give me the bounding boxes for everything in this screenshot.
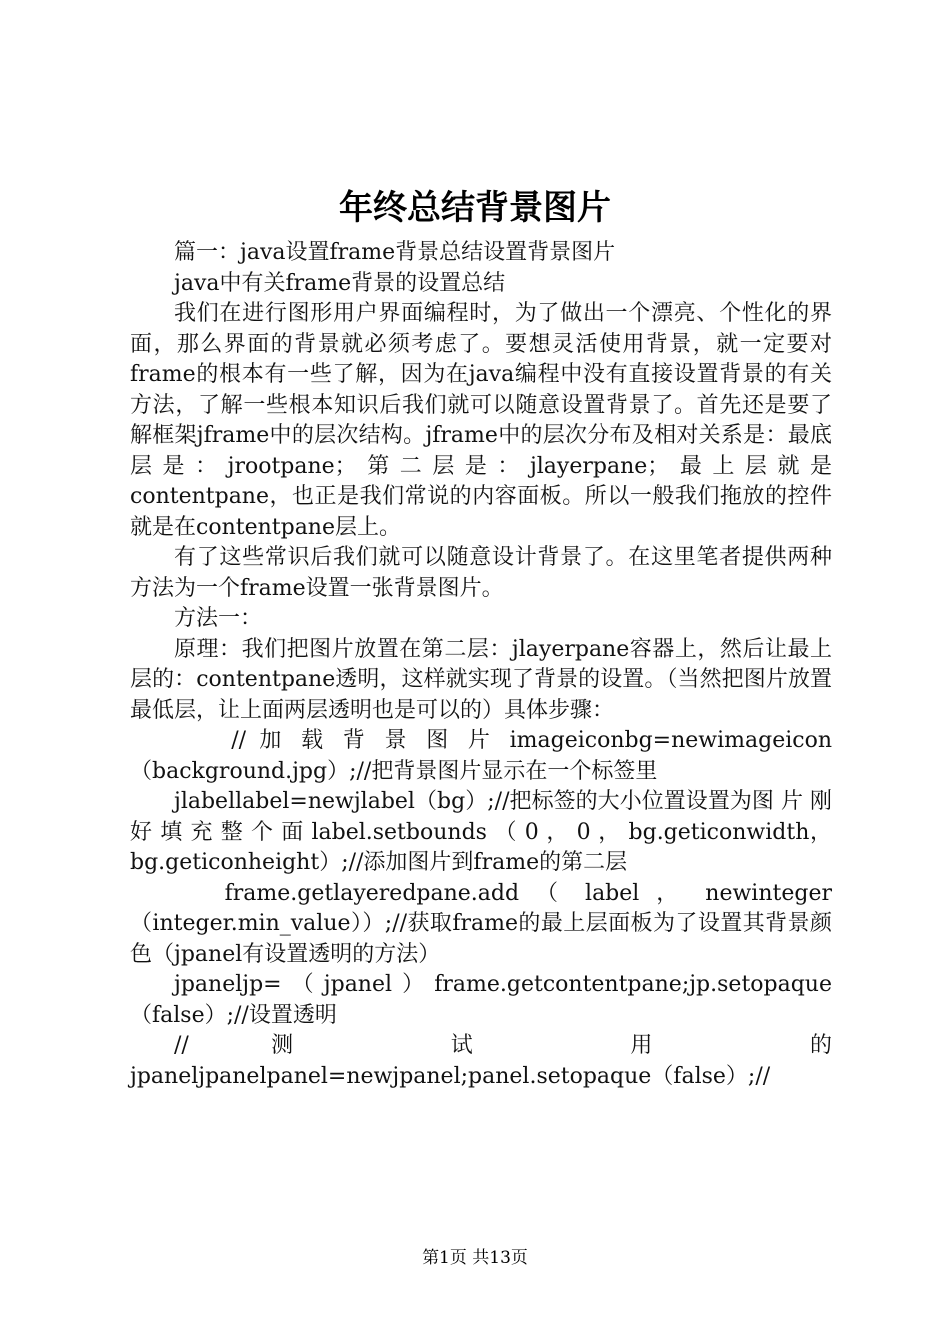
paragraph: java中有关frame背景的设置总结 — [174, 270, 506, 296]
code-paragraph: jlabellabel=newjlabel（bg）;//把标签的大小位置设置为图 片 刚 好 填 充 整 个 面 label.setbounds （ 0 ， 0 ， bg.geticonwidth，bg.geticonheight）;//添加图片到frame的第二层 — [130, 789, 832, 875]
paragraph: 篇一：java设置frame背景总结设置背景图片 — [174, 240, 616, 265]
document-title: 年终总结背景图片 — [339, 188, 611, 228]
document-body — [130, 238, 832, 1092]
page-footer: 第1页 共13页 — [422, 1248, 528, 1268]
code-paragraph: frame.getlayeredpane.add （ label ， newinteger（integer.min_value））;//获取frame的最上层面板为了设置其背景颜色（jpanel有设置透明的方法） — [130, 880, 832, 967]
paragraph: 有了这些常识后我们就可以随意设计背景了。在这里笔者提供两种方法为一个frame设置一张背景图片。 — [130, 545, 832, 601]
paragraph: 方法一： — [174, 606, 263, 631]
code-paragraph: // 测 试 用 的 jpaneljpanelpanel=newjpanel;panel.setopaque（false）;// — [130, 1033, 832, 1089]
paragraph: 原理：我们把图片放置在第二层：jlayerpane容器上，然后让最上层的：contentpane透明，这样就实现了背景的设置。（当然把图片放置最低层，让上面两层透明也是可以的）具体步骤： — [130, 636, 832, 723]
code-paragraph: jpaneljp=（jpanel）frame.getcontentpane;jp.setopaque（false）;//设置透明 — [130, 972, 832, 1028]
paragraph: 我们在进行图形用户界面编程时，为了做出一个漂亮、个性化的界面，那么界面的背景就必须考虑了。要想灵活使用背景，就一定要对frame的根本有一些了解，因为在java编程中没有直接设置背景的有关方法，了解一些根本知识后我们就可以随意设置背景了。首先还是要了解框架jframe中的层次结构。jframe中的层次分布及相对关系是：最底层是：jrootpane；第二层是：jlayerpane；最上层就是contentpane，也正是我们常说的内容面板。所以一般我们拖放的控件就是在contentpane层上。 — [130, 301, 832, 540]
code-paragraph: // 加 载 背 景 图 片 imageiconbg=newimageicon（background.jpg）;//把背景图片显示在一个标签里 — [130, 728, 832, 784]
